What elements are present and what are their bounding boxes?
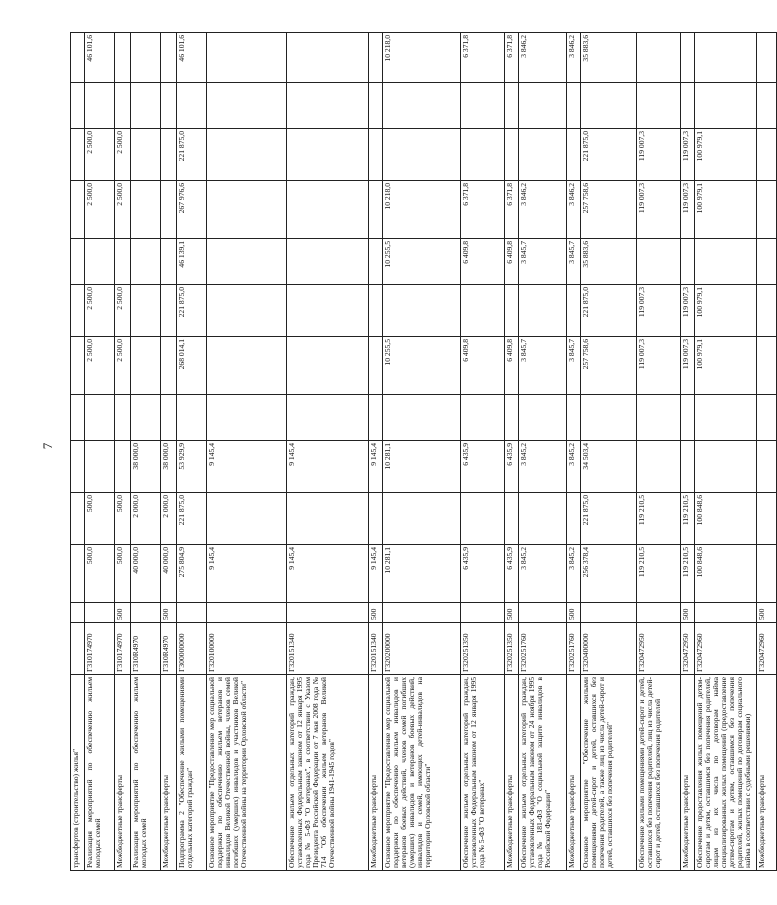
row-value-cell: 100 979,1 [695,285,757,337]
row-value-cell [369,129,383,181]
row-value-cell [637,83,681,129]
row-value-cell: 119 210,5 [637,545,681,603]
row-value-cell [567,285,581,337]
row-value-cell [71,285,85,337]
row-value-cell [505,83,519,129]
row-value-cell [369,83,383,129]
row-value-cell [287,83,369,129]
row-code-cell: Г310174970 [115,623,131,675]
row-code-cell: Г320472960 [757,623,777,675]
table-row [177,33,207,871]
row-value-cell [115,239,131,285]
row-value-cell: 2 500,0 [115,181,131,239]
row-kind-cell: 500 [681,603,695,623]
row-value-cell [383,395,461,441]
row-value-cell: 221 875,0 [177,129,207,181]
row-value-cell: 119 210,5 [637,493,681,545]
row-name-cell: Обеспечение предоставления жилых помещений детям-сиротам и детям, оставшимся без попечения родителей, лицам из их числа по договорам найма специализированных жилых помещений (предоставление детям-сиротам и детям, оставшимся без попечения родителей, жилых помещений по договорам социального найма в соответствии с судебными решениями) [695,675,757,871]
row-value-cell [71,395,85,441]
row-value-cell [161,33,177,83]
row-value-cell: 100 979,1 [695,129,757,181]
row-value-cell: 6 371,8 [505,33,519,83]
row-name-cell: Обеспечение жилыми помещениями детей-сирот и детей, оставшихся без попечения родителей, лиц из числа детей-сирот и детей, оставшихся без попечения родителей [637,675,681,871]
row-value-cell: 3 845,2 [567,545,581,603]
row-value-cell: 500,0 [115,545,131,603]
row-value-cell [161,129,177,181]
row-value-cell [519,83,567,129]
budget-table [70,32,777,871]
row-value-cell: 3 845,2 [567,441,581,493]
row-value-cell [177,83,207,129]
row-value-cell: 3 845,7 [567,337,581,395]
row-value-cell: 6 435,9 [505,545,519,603]
row-kind-cell: 500 [567,603,581,623]
row-value-cell [757,33,777,83]
row-value-cell: 221 875,0 [581,285,637,337]
row-value-cell: 38 000,0 [161,441,177,493]
row-code-cell: Г320151340 [287,623,369,675]
row-value-cell [207,395,287,441]
row-value-cell [369,285,383,337]
row-value-cell [681,441,695,493]
row-value-cell [637,33,681,83]
row-value-cell [505,395,519,441]
row-value-cell [757,441,777,493]
row-code-cell [71,623,85,675]
row-value-cell [115,83,131,129]
row-value-cell [207,337,287,395]
row-code-cell: Г320100000 [207,623,287,675]
row-value-cell: 6 409,8 [461,337,505,395]
row-value-cell: 119 210,5 [681,545,695,603]
row-value-cell [695,239,757,285]
row-value-cell: 10 281,1 [383,441,461,493]
row-code-cell: Г320251350 [505,623,519,675]
row-value-cell [131,181,161,239]
row-value-cell: 2 500,0 [85,285,115,337]
row-code-cell: Г320472960 [695,623,757,675]
table-row [131,33,161,871]
rotated-page [70,33,766,871]
row-value-cell [369,33,383,83]
row-value-cell: 34 503,4 [581,441,637,493]
row-code-cell: Г320472950 [681,623,695,675]
row-value-cell: 6 409,8 [505,337,519,395]
row-value-cell [287,33,369,83]
table-row [369,33,383,871]
row-code-cell: Г300000000 [177,623,207,675]
row-value-cell [287,239,369,285]
row-value-cell [369,239,383,285]
row-value-cell: 3 845,7 [519,337,567,395]
row-value-cell [71,239,85,285]
row-name-cell: Основное мероприятие "Предоставление мер социальной поддержки по обеспечению жильем ветеранов и инвалидов Великой Отечественной войны, членов семей погибших (умерших) инвалидов и участников Великой Отечественной войны на территории Орловской области" [207,675,287,871]
row-value-cell: 119 007,3 [637,181,681,239]
row-value-cell: 221 875,0 [581,129,637,181]
row-value-cell [115,33,131,83]
row-value-cell [71,83,85,129]
row-value-cell [681,239,695,285]
row-code-cell: Г310R4970 [161,623,177,675]
row-value-cell: 257 758,6 [581,337,637,395]
row-value-cell: 2 500,0 [115,285,131,337]
row-value-cell [131,395,161,441]
row-value-cell [695,395,757,441]
row-value-cell [637,239,681,285]
row-value-cell [85,83,115,129]
row-value-cell: 500,0 [85,545,115,603]
row-value-cell [757,545,777,603]
row-code-cell: Г320200000 [383,623,461,675]
table-row [519,33,567,871]
row-value-cell: 6 409,8 [505,239,519,285]
row-value-cell [461,493,505,545]
row-value-cell [207,33,287,83]
row-value-cell [519,285,567,337]
row-value-cell [287,395,369,441]
row-value-cell [695,33,757,83]
row-value-cell [757,395,777,441]
row-value-cell [519,129,567,181]
row-value-cell: 3 845,2 [519,545,567,603]
row-value-cell: 3 846,2 [519,181,567,239]
row-value-cell [757,181,777,239]
row-kind-cell [287,603,369,623]
row-value-cell: 9 145,4 [287,545,369,603]
row-value-cell [757,337,777,395]
row-value-cell: 267 976,6 [177,181,207,239]
row-value-cell [757,129,777,181]
row-kind-cell [71,603,85,623]
row-value-cell [71,441,85,493]
row-kind-cell [519,603,567,623]
row-value-cell [287,129,369,181]
row-value-cell [177,395,207,441]
row-value-cell [567,129,581,181]
row-value-cell [505,493,519,545]
row-value-cell [461,285,505,337]
row-value-cell: 6 371,8 [505,181,519,239]
row-value-cell: 119 007,3 [637,285,681,337]
row-name-cell: Межбюджетные трансферты [369,675,383,871]
row-value-cell: 10 255,5 [383,337,461,395]
row-value-cell: 38 000,0 [131,441,161,493]
row-value-cell: 119 007,3 [681,181,695,239]
table-row [71,33,85,871]
row-value-cell: 3 846,2 [567,181,581,239]
row-value-cell: 3 845,7 [519,239,567,285]
row-value-cell: 257 758,6 [581,181,637,239]
row-value-cell [207,493,287,545]
row-value-cell: 3 845,7 [567,239,581,285]
row-value-cell [161,395,177,441]
row-value-cell: 10 218,0 [383,181,461,239]
row-value-cell: 9 145,4 [207,441,287,493]
table-row [85,33,115,871]
row-value-cell [287,181,369,239]
row-name-cell: Межбюджетные трансферты [567,675,581,871]
row-value-cell [131,285,161,337]
table-row [161,33,177,871]
row-value-cell [71,545,85,603]
row-value-cell [369,493,383,545]
row-value-cell: 53 929,9 [177,441,207,493]
row-value-cell [287,285,369,337]
row-name-cell: Обеспечение жильем отдельных категорий граждан, установленных Федеральным законом от 12 января 1995 года № 5-ФЗ "О ветеранах" [461,675,505,871]
row-value-cell [71,337,85,395]
table-row [207,33,287,871]
row-value-cell: 46 139,1 [177,239,207,285]
row-value-cell: 35 883,6 [581,33,637,83]
row-value-cell: 2 500,0 [85,181,115,239]
row-value-cell [695,441,757,493]
row-value-cell [71,493,85,545]
row-value-cell [383,129,461,181]
row-value-cell [207,129,287,181]
row-value-cell: 221 875,0 [581,493,637,545]
table-row [461,33,505,871]
row-value-cell: 275 804,9 [177,545,207,603]
row-name-cell: Межбюджетные трансферты [681,675,695,871]
row-kind-cell [581,603,637,623]
row-value-cell [131,337,161,395]
row-code-cell: Г310R4970 [131,623,161,675]
row-value-cell [207,83,287,129]
row-value-cell: 3 846,2 [519,33,567,83]
page-number: 7 [40,442,55,450]
row-kind-cell: 500 [369,603,383,623]
row-value-cell: 119 007,3 [637,129,681,181]
row-value-cell [519,493,567,545]
row-value-cell: 9 145,4 [287,441,369,493]
row-value-cell [757,493,777,545]
table-row [505,33,519,871]
row-value-cell [581,83,637,129]
row-kind-cell [85,603,115,623]
row-kind-cell: 500 [115,603,131,623]
row-kind-cell [207,603,287,623]
row-value-cell [519,395,567,441]
row-value-cell [71,129,85,181]
row-code-cell: Г320251350 [461,623,505,675]
row-value-cell: 100 848,6 [695,545,757,603]
row-value-cell [757,285,777,337]
row-name-cell: трансфертов (строительство) жилья" [71,675,85,871]
row-value-cell [207,239,287,285]
row-value-cell: 46 101,6 [177,33,207,83]
row-value-cell: 2 500,0 [85,129,115,181]
row-value-cell [681,395,695,441]
row-value-cell [637,441,681,493]
row-value-cell: 46 101,6 [85,33,115,83]
row-value-cell [681,33,695,83]
row-value-cell [161,83,177,129]
row-code-cell: Г320400000 [581,623,637,675]
row-value-cell: 6 435,9 [461,545,505,603]
table-row [115,33,131,871]
row-kind-cell [695,603,757,623]
row-value-cell: 40 000,0 [131,545,161,603]
table-row [581,33,637,871]
row-value-cell: 9 145,4 [207,545,287,603]
row-value-cell: 500,0 [85,493,115,545]
row-value-cell [757,239,777,285]
row-value-cell: 221 875,0 [177,285,207,337]
row-name-cell: Реализация мероприятий по обеспечению жильем молодых семей [131,675,161,871]
row-value-cell: 3 845,2 [519,441,567,493]
row-value-cell [287,337,369,395]
row-value-cell [85,239,115,285]
row-value-cell: 119 007,3 [681,337,695,395]
row-value-cell [131,129,161,181]
row-value-cell: 221 875,0 [177,493,207,545]
row-value-cell [383,285,461,337]
table-row [637,33,681,871]
row-value-cell: 119 007,3 [681,285,695,337]
row-value-cell [637,395,681,441]
row-value-cell [383,493,461,545]
row-value-cell [567,395,581,441]
row-value-cell [757,83,777,129]
row-value-cell [369,395,383,441]
row-value-cell [131,83,161,129]
row-value-cell: 2 500,0 [115,129,131,181]
row-value-cell: 2 000,0 [131,493,161,545]
row-value-cell [581,395,637,441]
row-value-cell [383,83,461,129]
row-value-cell: 10 255,5 [383,239,461,285]
row-value-cell [131,33,161,83]
table-body [71,33,777,871]
table-row [567,33,581,871]
row-value-cell: 119 210,5 [681,493,695,545]
row-name-cell: Подпрограмма 2 "Обеспечение жилыми помещениями отдельных категорий граждан" [177,675,207,871]
row-name-cell: Реализация мероприятий по обеспечению жильем молодых семей [85,675,115,871]
row-name-cell: Межбюджетные трансферты [505,675,519,871]
row-value-cell: 100 848,6 [695,493,757,545]
row-value-cell [161,337,177,395]
row-value-cell [369,181,383,239]
row-value-cell [461,129,505,181]
row-name-cell: Обеспечение жильем отдельных категорий граждан, установленных Федеральным законом от 12 января 1995 года № 5-ФЗ "О ветеранах", в соответствии с Указом Президента Российской Федерации от 7 мая 2008 года № 714 "Об обеспечении жильем ветеранов Великой Отечественной войны 1941-1945 годов" [287,675,369,871]
row-name-cell: Межбюджетные трансферты [115,675,131,871]
row-value-cell [695,83,757,129]
row-value-cell [115,441,131,493]
row-name-cell: Межбюджетные трансферты [757,675,777,871]
row-value-cell: 100 979,1 [695,337,757,395]
row-kind-cell [131,603,161,623]
row-value-cell [207,181,287,239]
row-value-cell: 6 435,9 [461,441,505,493]
row-value-cell [161,181,177,239]
row-value-cell [115,395,131,441]
row-value-cell [287,493,369,545]
row-kind-cell [461,603,505,623]
row-value-cell: 10 218,0 [383,33,461,83]
row-name-cell: Основное мероприятие "Предоставление мер социальной поддержки по обеспечению жильем инвалидов и ветеранов боевых действий, членов семей погибших (умерших) инвалидов и ветеранов боевых действий, инвалидов и семей, имеющих детей-инвалидов на территории Орловской области" [383,675,461,871]
row-name-cell: Обеспечение жильем отдельных категорий граждан, установленных Федеральным законом от 24 ноября 1995 года № 181-ФЗ "О социальной защите инвалидов в Российской Федерации" [519,675,567,871]
row-value-cell: 2 000,0 [161,493,177,545]
table-row [287,33,369,871]
row-value-cell [207,285,287,337]
row-value-cell: 119 007,3 [681,129,695,181]
row-name-cell: Основное мероприятие "Обеспечение жилыми помещениями детей-сирот и детей, оставшихся без попечения родителей, а также лиц из числа детей-сирот и детей, оставшихся без попечения родителей" [581,675,637,871]
table-row [695,33,757,871]
row-kind-cell [637,603,681,623]
table-row [383,33,461,871]
row-value-cell [567,493,581,545]
row-name-cell: Межбюджетные трансферты [161,675,177,871]
row-kind-cell: 500 [757,603,777,623]
row-value-cell [461,395,505,441]
row-value-cell [567,83,581,129]
row-value-cell: 9 145,4 [369,441,383,493]
row-code-cell: Г320151340 [369,623,383,675]
row-code-cell: Г320251760 [567,623,581,675]
row-value-cell [681,83,695,129]
row-value-cell [505,285,519,337]
row-kind-cell: 500 [161,603,177,623]
row-value-cell [461,83,505,129]
row-code-cell: Г320472950 [637,623,681,675]
row-value-cell [505,129,519,181]
row-value-cell [71,33,85,83]
row-value-cell: 2 500,0 [85,337,115,395]
table-row [681,33,695,871]
row-value-cell: 6 371,8 [461,181,505,239]
row-value-cell: 119 007,3 [637,337,681,395]
row-value-cell: 268 014,1 [177,337,207,395]
row-value-cell [161,285,177,337]
row-value-cell [131,239,161,285]
row-value-cell [369,337,383,395]
table-row [757,33,777,871]
row-value-cell: 35 883,6 [581,239,637,285]
row-code-cell: Г310174970 [85,623,115,675]
row-kind-cell [383,603,461,623]
row-value-cell: 10 281,1 [383,545,461,603]
row-value-cell: 6 371,8 [461,33,505,83]
row-value-cell: 2 500,0 [115,337,131,395]
row-value-cell [161,239,177,285]
row-kind-cell [177,603,207,623]
row-value-cell: 256 378,4 [581,545,637,603]
row-value-cell: 9 145,4 [369,545,383,603]
row-code-cell: Г320251760 [519,623,567,675]
row-value-cell: 6 409,8 [461,239,505,285]
row-value-cell [85,395,115,441]
row-value-cell [85,441,115,493]
row-value-cell: 100 979,1 [695,181,757,239]
row-value-cell: 500,0 [115,493,131,545]
row-value-cell: 40 000,0 [161,545,177,603]
row-value-cell: 3 846,2 [567,33,581,83]
row-value-cell: 6 435,9 [505,441,519,493]
row-kind-cell: 500 [505,603,519,623]
row-value-cell [71,181,85,239]
